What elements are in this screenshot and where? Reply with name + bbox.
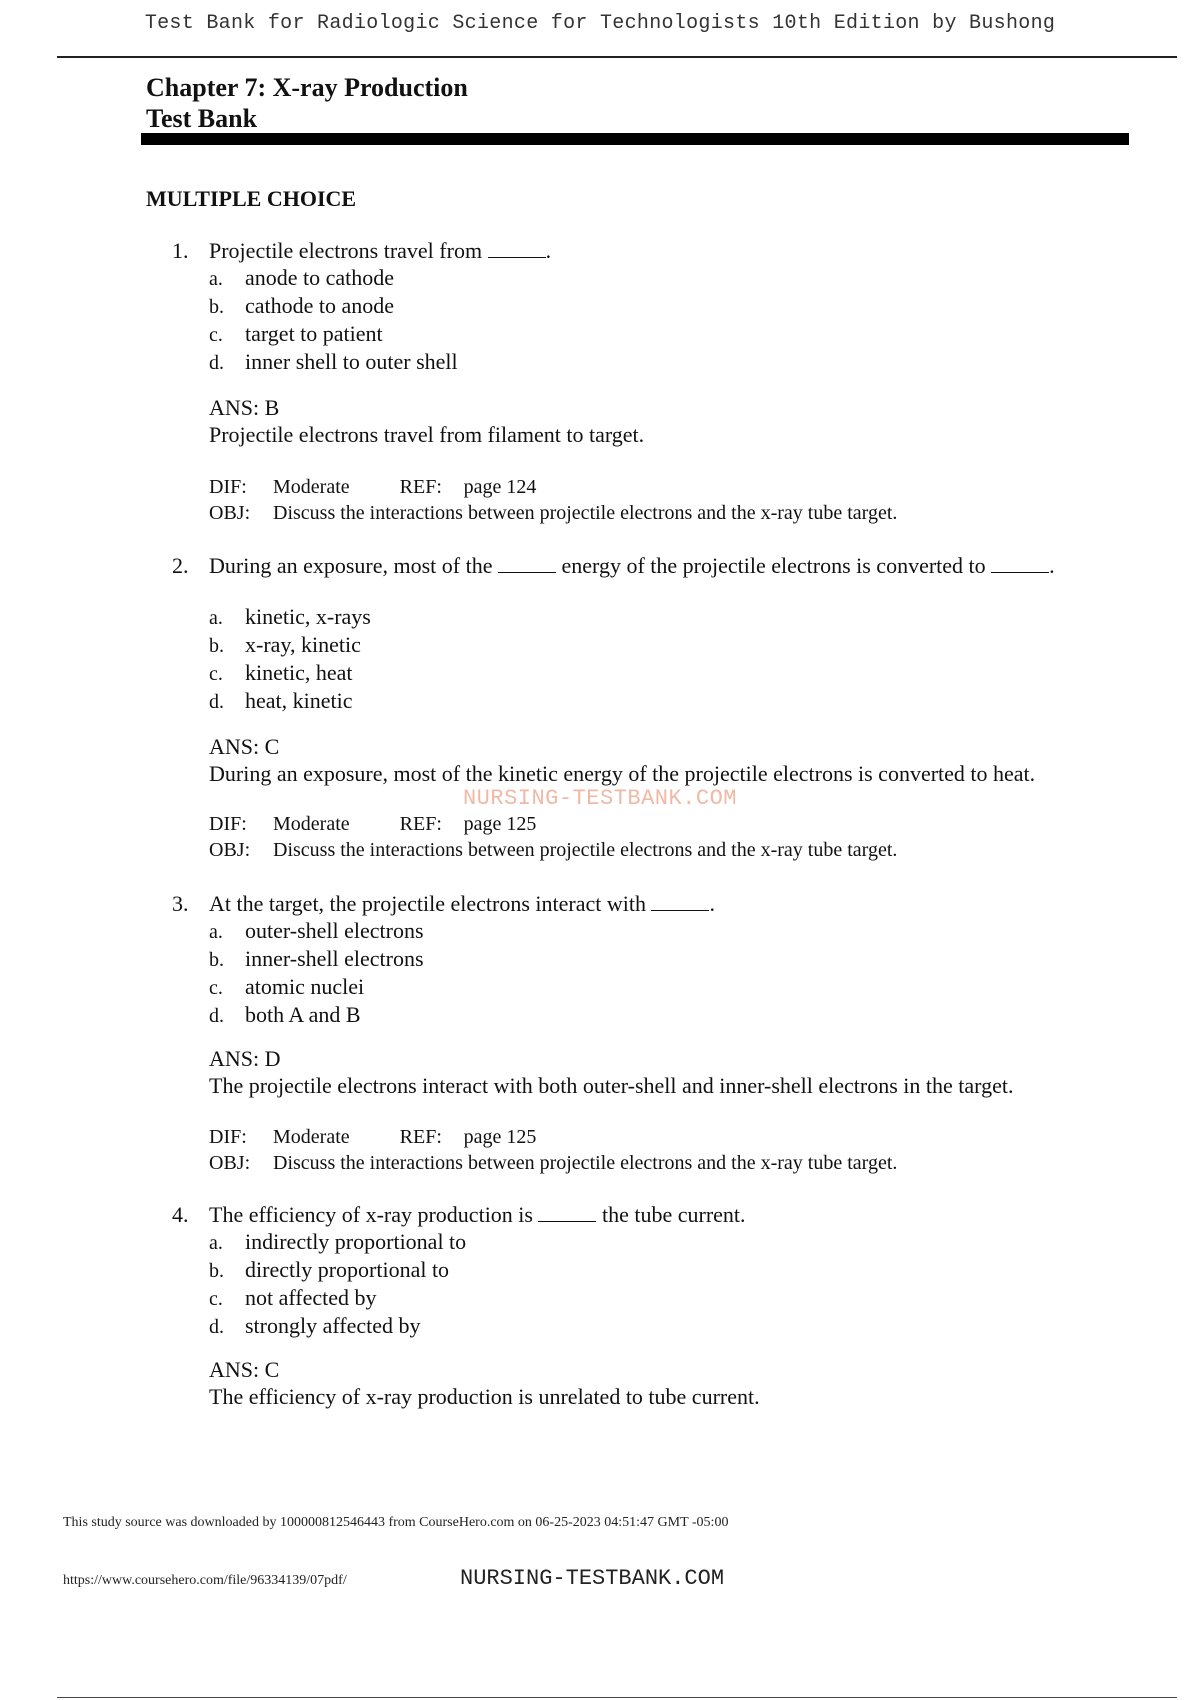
option-c: c. not affected by [209, 1285, 377, 1310]
option-a: a. outer-shell electrons [209, 918, 424, 943]
download-notice: This study source was downloaded by 100000812546443 from CourseHero.com on 06-25-2023 04:51:47 GMT -05:00 [63, 1515, 729, 1530]
difficulty-reference: DIF: Moderate REF: page 125 [209, 1126, 537, 1148]
option-b: b. cathode to anode [209, 293, 395, 318]
section-heading: MULTIPLE CHOICE [146, 186, 357, 211]
answer-blank [538, 1203, 596, 1222]
answer-key: ANS: B [209, 395, 280, 420]
option-b: b. x-ray, kinetic [209, 632, 361, 657]
difficulty-reference: DIF: Moderate REF: page 125 [209, 813, 537, 835]
rationale: During an exposure, most of the kinetic energy of the projectile electrons is converted to heat. [209, 761, 1036, 786]
answer-key: ANS: D [209, 1046, 281, 1071]
option-a: a. anode to cathode [209, 265, 395, 290]
option-d: d. strongly affected by [209, 1313, 421, 1338]
rationale: The projectile electrons interact with both outer-shell and inner-shell electrons in the target. [209, 1073, 1014, 1098]
chapter-title: Chapter 7: X-ray Production [146, 73, 468, 102]
chapter-subtitle: Test Bank [146, 104, 258, 133]
question-number: 4. [172, 1202, 189, 1227]
option-d: d. inner shell to outer shell [209, 349, 458, 374]
question-number: 2. [172, 553, 189, 578]
question-stem: During an exposure, most of the energy of the projectile electrons is converted to . [209, 553, 1055, 578]
objective: OBJ: Discuss the interactions between projectile electrons and the x-ray tube target. [209, 502, 898, 524]
chapter-heading [146, 72, 468, 134]
watermark: NURSING-TESTBANK.COM [462, 786, 738, 811]
option-list [209, 917, 424, 1029]
chapter-rule [141, 133, 1129, 145]
question-number: 1. [172, 238, 189, 263]
option-b: b. inner-shell electrons [209, 946, 424, 971]
header-rule [57, 56, 1177, 58]
question-stem: At the target, the projectile electrons interact with . [209, 891, 715, 916]
option-a: a. kinetic, x-rays [209, 604, 371, 629]
option-list [209, 1228, 466, 1340]
option-c: c. atomic nuclei [209, 974, 365, 999]
rationale: The efficiency of x-ray production is unrelated to tube current. [209, 1384, 760, 1409]
objective: OBJ: Discuss the interactions between projectile electrons and the x-ray tube target. [209, 839, 898, 861]
question-number: 3. [172, 891, 189, 916]
footer-rule [57, 1697, 1177, 1698]
objective: OBJ: Discuss the interactions between projectile electrons and the x-ray tube target. [209, 1152, 898, 1174]
option-a: a. indirectly proportional to [209, 1229, 467, 1254]
option-list [209, 264, 458, 376]
answer-blank [651, 892, 709, 911]
answer-blank [498, 554, 556, 573]
option-c: c. target to patient [209, 321, 383, 346]
option-list [209, 603, 371, 715]
option-d: d. both A and B [209, 1002, 361, 1027]
answer-key: ANS: C [209, 734, 280, 759]
question-stem: The efficiency of x-ray production is the tube current. [209, 1202, 746, 1227]
rationale: Projectile electrons travel from filament to target. [209, 422, 645, 447]
answer-blank [991, 554, 1049, 573]
option-c: c. kinetic, heat [209, 660, 353, 685]
answer-key: ANS: C [209, 1357, 280, 1382]
difficulty-reference: DIF: Moderate REF: page 124 [209, 476, 537, 498]
question-stem: Projectile electrons travel from . [209, 238, 552, 263]
option-b: b. directly proportional to [209, 1257, 450, 1282]
running-head: Test Bank for Radiologic Science for Technologists 10th Edition by Bushong [144, 12, 1056, 35]
option-d: d. heat, kinetic [209, 688, 353, 713]
source-url[interactable]: https://www.coursehero.com/file/96334139/07pdf/ [63, 1573, 347, 1588]
answer-blank [488, 239, 546, 258]
footer-brand: NURSING-TESTBANK.COM [460, 1566, 725, 1591]
